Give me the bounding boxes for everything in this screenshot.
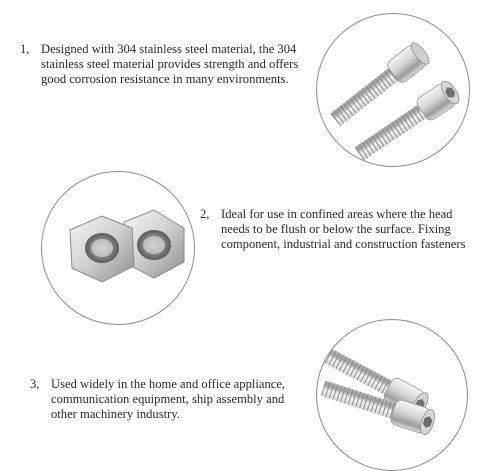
- feature-3-line-1: Used widely in the home and office appliance,: [51, 377, 286, 391]
- feature-1-line-1: Designed with 304 stainless steel material, the 304: [41, 42, 297, 56]
- feature-2-line-3: component, industrial and construction fasteners: [221, 237, 466, 251]
- feature-3-description: [51, 377, 285, 422]
- feature-3-line-3: other machinery industry.: [51, 407, 180, 421]
- socket-cap-screws-closeup-illustration: [317, 320, 468, 471]
- feature-2-line-1: Ideal for use in confined areas where the head: [221, 207, 453, 221]
- feature-2-description: [221, 207, 465, 252]
- socket-cap-screws-image: [316, 13, 470, 167]
- feature-1-description: [41, 42, 298, 87]
- hex-nuts-illustration: [42, 172, 195, 325]
- feature-1-line-2: stainless steel material provides strength and offers: [41, 57, 299, 71]
- feature-3-line-2: communication equipment, ship assembly and: [51, 392, 285, 406]
- feature-3-text: [30, 377, 320, 425]
- feature-1-line-3: good corrosion resistance in many environments.: [41, 72, 289, 86]
- feature-2-text: [200, 207, 500, 255]
- feature-2-number: 2,: [200, 207, 210, 221]
- socket-cap-screws-closeup-image: [316, 319, 468, 471]
- feature-2-line-2: needs to be flush or below the surface. Fixing: [221, 222, 451, 236]
- feature-3-number: 3,: [30, 377, 40, 391]
- hex-nuts-image: [41, 171, 195, 325]
- feature-1-text: [20, 42, 320, 90]
- feature-1-number: 1,: [20, 42, 30, 56]
- socket-cap-screws-illustration: [317, 14, 470, 167]
